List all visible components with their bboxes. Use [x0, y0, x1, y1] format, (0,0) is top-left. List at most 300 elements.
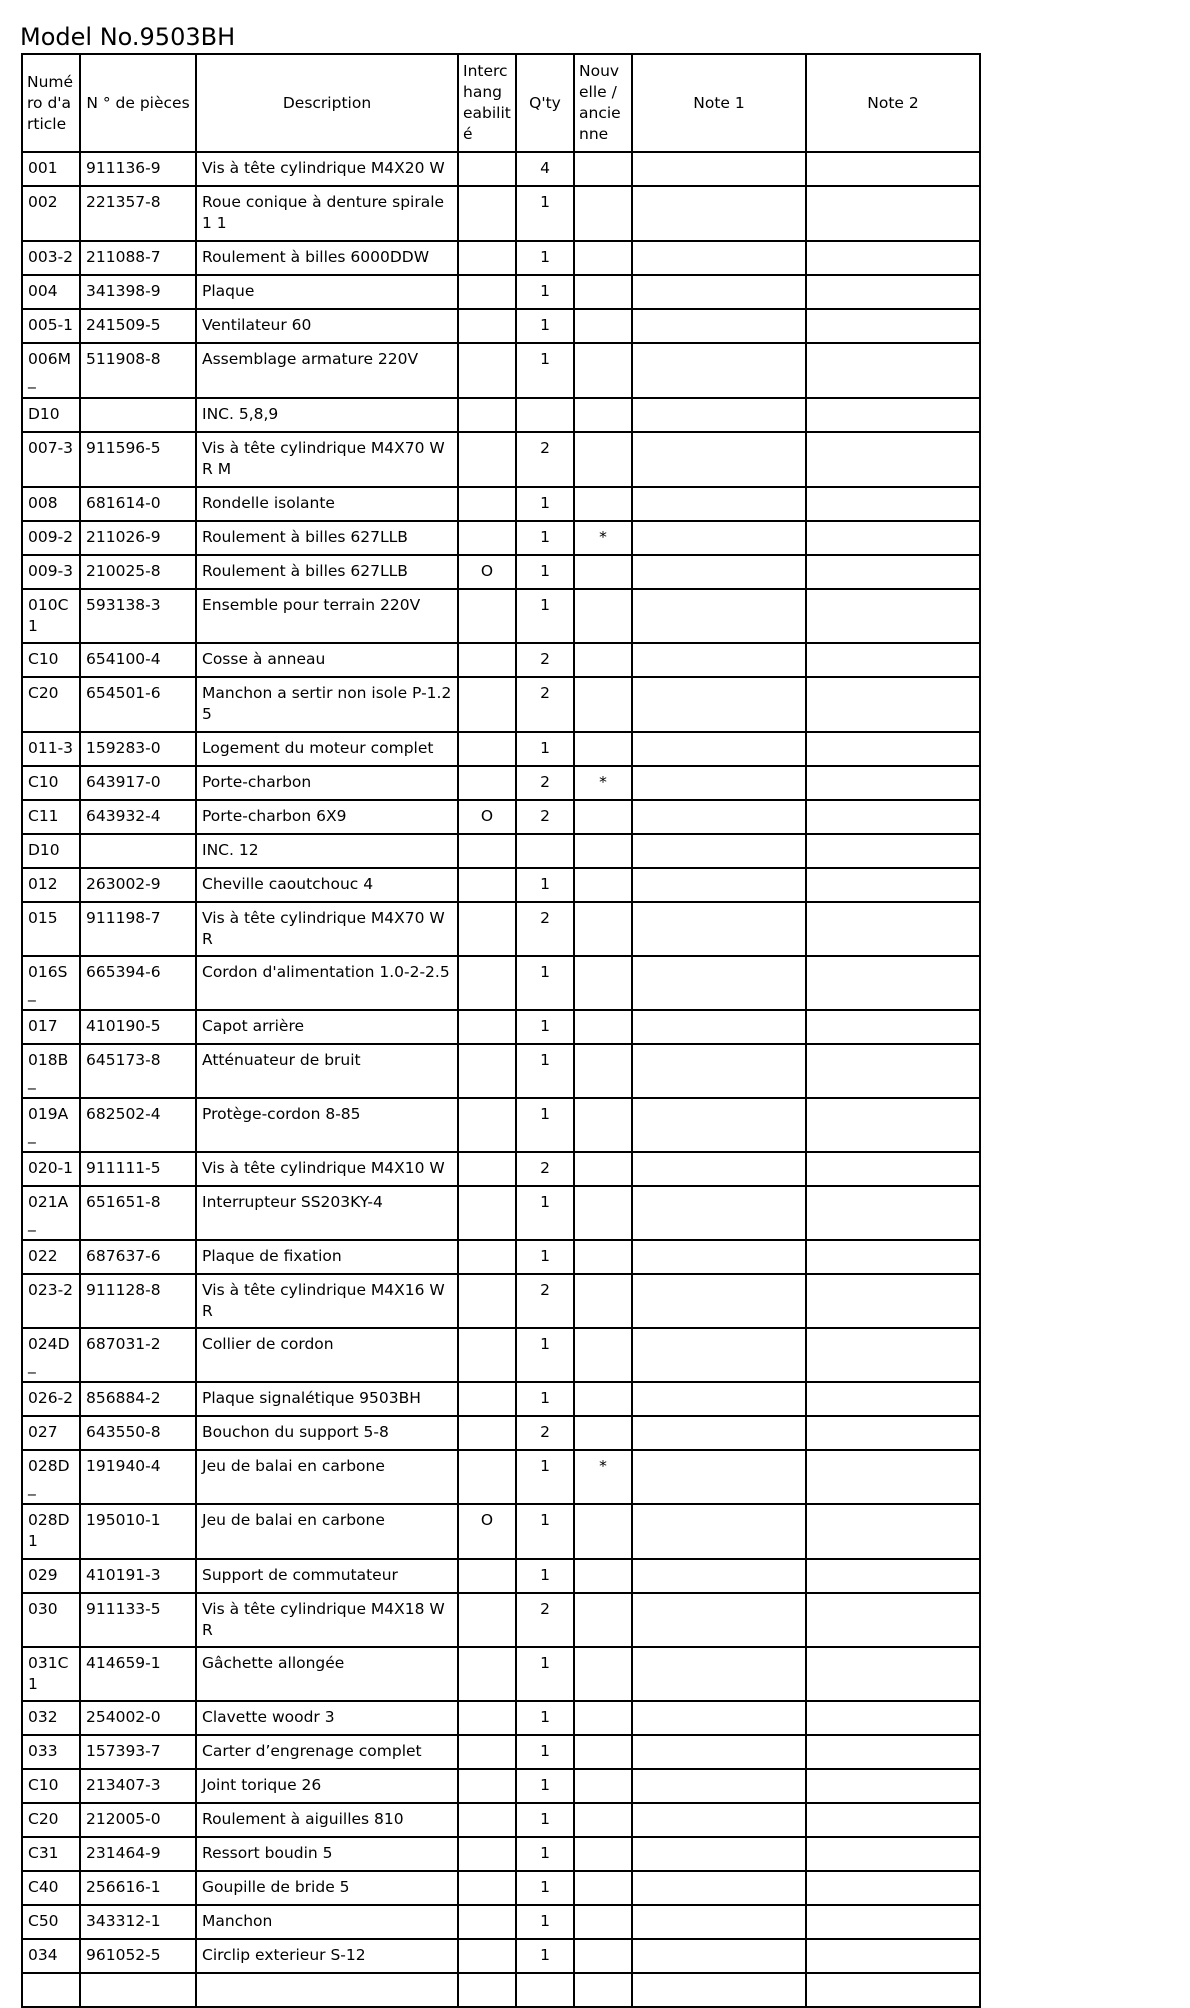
cell-note-1 [632, 643, 806, 677]
cell-item-number: 018B_ [22, 1044, 80, 1098]
cell-quantity: 2 [516, 766, 574, 800]
cell-item-number: 005-1 [22, 309, 80, 343]
cell-quantity [516, 398, 574, 432]
cell-note-1 [632, 868, 806, 902]
cell-item-number: 030 [22, 1593, 80, 1647]
table-row [22, 1973, 980, 2007]
cell-item-number: C31 [22, 1837, 80, 1871]
cell-part-number: 195010-1 [80, 1504, 196, 1559]
cell-item-number: C20 [22, 1803, 80, 1837]
cell-interchangeability [458, 1240, 516, 1274]
cell-description: Vis à tête cylindrique M4X18 WR [196, 1593, 458, 1647]
cell-description: Joint torique 26 [196, 1769, 458, 1803]
table-row [22, 766, 980, 800]
table-row [22, 1382, 980, 1416]
table-row [22, 521, 980, 555]
cell-description: Manchon [196, 1905, 458, 1939]
cell-new-old [574, 152, 632, 186]
cell-quantity: 1 [516, 1559, 574, 1593]
cell-part-number: 410190-5 [80, 1010, 196, 1044]
cell-interchangeability: O [458, 555, 516, 589]
cell-part-number: 681614-0 [80, 487, 196, 521]
cell-note-2 [806, 1837, 980, 1871]
cell-quantity: 1 [516, 1803, 574, 1837]
cell-item-number: C50 [22, 1905, 80, 1939]
cell-quantity: 1 [516, 487, 574, 521]
table-row [22, 956, 980, 1010]
cell-note-1 [632, 1905, 806, 1939]
header-note-1: Note 1 [632, 54, 806, 152]
cell-new-old [574, 1504, 632, 1559]
cell-quantity: 1 [516, 241, 574, 275]
cell-description: Cheville caoutchouc 4 [196, 868, 458, 902]
cell-note-1 [632, 343, 806, 398]
cell-item-number: 008 [22, 487, 80, 521]
cell-interchangeability [458, 902, 516, 956]
cell-note-1 [632, 1803, 806, 1837]
cell-description: Atténuateur de bruit [196, 1044, 458, 1098]
cell-note-1 [632, 398, 806, 432]
cell-quantity: 1 [516, 1044, 574, 1098]
cell-note-2 [806, 868, 980, 902]
cell-note-1 [632, 1504, 806, 1559]
cell-note-2 [806, 1504, 980, 1559]
cell-part-number: 213407-3 [80, 1769, 196, 1803]
cell-note-2 [806, 956, 980, 1010]
cell-new-old [574, 800, 632, 834]
cell-part-number: 410191-3 [80, 1559, 196, 1593]
cell-note-1 [632, 432, 806, 487]
cell-new-old [574, 956, 632, 1010]
cell-note-2 [806, 1240, 980, 1274]
cell-part-number: 341398-9 [80, 275, 196, 309]
cell-note-1 [632, 1701, 806, 1735]
table-row [22, 1450, 980, 1504]
cell-interchangeability [458, 1647, 516, 1701]
cell-note-1 [632, 1098, 806, 1152]
cell-interchangeability [458, 1010, 516, 1044]
cell-interchangeability [458, 1769, 516, 1803]
table-row [22, 1010, 980, 1044]
cell-new-old [574, 1593, 632, 1647]
cell-note-1 [632, 1010, 806, 1044]
cell-part-number: 241509-5 [80, 309, 196, 343]
cell-interchangeability [458, 643, 516, 677]
cell-description: Roulement à billes 627LLB [196, 521, 458, 555]
cell-quantity: 1 [516, 1701, 574, 1735]
cell-interchangeability [458, 186, 516, 241]
cell-quantity: 1 [516, 589, 574, 643]
cell-quantity: 2 [516, 1593, 574, 1647]
cell-interchangeability [458, 1098, 516, 1152]
cell-new-old [574, 275, 632, 309]
cell-item-number: 031C1 [22, 1647, 80, 1701]
cell-part-number: 643932-4 [80, 800, 196, 834]
cell-quantity: 1 [516, 1939, 574, 1973]
cell-note-2 [806, 1701, 980, 1735]
cell-part-number: 157393-7 [80, 1735, 196, 1769]
cell-new-old [574, 677, 632, 732]
cell-quantity [516, 1973, 574, 2007]
cell-new-old [574, 241, 632, 275]
cell-part-number: 645173-8 [80, 1044, 196, 1098]
cell-new-old [574, 309, 632, 343]
cell-note-2 [806, 521, 980, 555]
cell-description: Carter d’engrenage complet [196, 1735, 458, 1769]
cell-item-number: 033 [22, 1735, 80, 1769]
cell-interchangeability [458, 1186, 516, 1240]
cell-part-number [80, 1973, 196, 2007]
table-row [22, 732, 980, 766]
table-row [22, 1803, 980, 1837]
cell-new-old [574, 398, 632, 432]
cell-note-1 [632, 956, 806, 1010]
cell-description: Vis à tête cylindrique M4X20 W [196, 152, 458, 186]
table-row [22, 1593, 980, 1647]
cell-description: Roulement à billes 627LLB [196, 555, 458, 589]
table-row [22, 241, 980, 275]
cell-description: Manchon a sertir non isole P-1.2 5 [196, 677, 458, 732]
cell-interchangeability [458, 1593, 516, 1647]
cell-note-1 [632, 1382, 806, 1416]
cell-new-old [574, 732, 632, 766]
cell-quantity: 1 [516, 1186, 574, 1240]
cell-interchangeability [458, 1939, 516, 1973]
cell-part-number: 643550-8 [80, 1416, 196, 1450]
cell-interchangeability [458, 1416, 516, 1450]
cell-note-1 [632, 1735, 806, 1769]
table-row [22, 186, 980, 241]
cell-note-2 [806, 1382, 980, 1416]
cell-item-number: 012 [22, 868, 80, 902]
cell-part-number: 191940-4 [80, 1450, 196, 1504]
cell-note-2 [806, 1973, 980, 2007]
cell-part-number: 414659-1 [80, 1647, 196, 1701]
table-row [22, 868, 980, 902]
cell-part-number: 961052-5 [80, 1939, 196, 1973]
cell-description: Bouchon du support 5-8 [196, 1416, 458, 1450]
cell-quantity: 1 [516, 1450, 574, 1504]
cell-new-old [574, 589, 632, 643]
cell-interchangeability [458, 1803, 516, 1837]
cell-description: Gâchette allongée [196, 1647, 458, 1701]
cell-note-1 [632, 1152, 806, 1186]
cell-item-number: 015 [22, 902, 80, 956]
cell-note-1 [632, 1274, 806, 1328]
cell-quantity: 1 [516, 1240, 574, 1274]
cell-interchangeability [458, 1871, 516, 1905]
cell-note-2 [806, 1803, 980, 1837]
table-row [22, 432, 980, 487]
cell-interchangeability [458, 1735, 516, 1769]
table-row [22, 398, 980, 432]
cell-note-2 [806, 432, 980, 487]
cell-new-old [574, 432, 632, 487]
cell-note-1 [632, 309, 806, 343]
cell-new-old [574, 343, 632, 398]
header-new-old: Nouv elle / ancie nne [574, 54, 632, 152]
cell-note-1 [632, 902, 806, 956]
cell-note-1 [632, 1939, 806, 1973]
table-row [22, 1098, 980, 1152]
cell-description: Assemblage armature 220V [196, 343, 458, 398]
cell-item-number: 019A_ [22, 1098, 80, 1152]
cell-description: Interrupteur SS203KY-4 [196, 1186, 458, 1240]
cell-quantity: 1 [516, 1837, 574, 1871]
cell-interchangeability [458, 1152, 516, 1186]
cell-item-number: 010C1 [22, 589, 80, 643]
cell-part-number: 231464-9 [80, 1837, 196, 1871]
cell-quantity: 1 [516, 186, 574, 241]
cell-new-old [574, 1769, 632, 1803]
cell-note-2 [806, 343, 980, 398]
cell-description: Capot arrière [196, 1010, 458, 1044]
cell-quantity: 2 [516, 643, 574, 677]
table-row [22, 309, 980, 343]
cell-note-1 [632, 1416, 806, 1450]
cell-interchangeability [458, 432, 516, 487]
table-row [22, 1559, 980, 1593]
cell-interchangeability [458, 589, 516, 643]
cell-interchangeability [458, 487, 516, 521]
cell-quantity: 1 [516, 1769, 574, 1803]
cell-new-old: * [574, 521, 632, 555]
cell-part-number: 210025-8 [80, 555, 196, 589]
cell-quantity [516, 834, 574, 868]
cell-item-number: 004 [22, 275, 80, 309]
cell-interchangeability [458, 398, 516, 432]
cell-note-2 [806, 1559, 980, 1593]
cell-quantity: 1 [516, 1647, 574, 1701]
cell-item-number: 028D_ [22, 1450, 80, 1504]
cell-part-number: 256616-1 [80, 1871, 196, 1905]
cell-item-number: 009-2 [22, 521, 80, 555]
cell-note-1 [632, 275, 806, 309]
table-row [22, 834, 980, 868]
table-row [22, 643, 980, 677]
cell-note-1 [632, 1328, 806, 1382]
cell-part-number: 911136-9 [80, 152, 196, 186]
cell-quantity: 1 [516, 555, 574, 589]
cell-interchangeability: O [458, 1504, 516, 1559]
table-row [22, 1416, 980, 1450]
cell-item-number: 002 [22, 186, 80, 241]
cell-new-old [574, 555, 632, 589]
cell-note-2 [806, 1152, 980, 1186]
cell-quantity: 1 [516, 868, 574, 902]
cell-new-old [574, 1010, 632, 1044]
cell-item-number: 016S_ [22, 956, 80, 1010]
cell-description: Rondelle isolante [196, 487, 458, 521]
cell-item-number: 034 [22, 1939, 80, 1973]
cell-quantity: 2 [516, 902, 574, 956]
cell-item-number: 011-3 [22, 732, 80, 766]
cell-new-old [574, 1647, 632, 1701]
cell-part-number: 911198-7 [80, 902, 196, 956]
cell-quantity: 2 [516, 1274, 574, 1328]
cell-quantity: 4 [516, 152, 574, 186]
table-row [22, 1186, 980, 1240]
cell-interchangeability: O [458, 800, 516, 834]
table-row [22, 1735, 980, 1769]
table-row [22, 1701, 980, 1735]
cell-new-old [574, 1152, 632, 1186]
table-row [22, 1044, 980, 1098]
cell-part-number [80, 398, 196, 432]
cell-quantity: 1 [516, 1735, 574, 1769]
cell-note-1 [632, 766, 806, 800]
cell-interchangeability [458, 521, 516, 555]
cell-note-2 [806, 834, 980, 868]
cell-interchangeability [458, 343, 516, 398]
cell-interchangeability [458, 241, 516, 275]
cell-new-old [574, 1735, 632, 1769]
cell-description: Jeu de balai en carbone [196, 1450, 458, 1504]
cell-new-old: * [574, 766, 632, 800]
cell-note-1 [632, 555, 806, 589]
cell-new-old [574, 1044, 632, 1098]
cell-note-1 [632, 1593, 806, 1647]
cell-new-old [574, 1382, 632, 1416]
cell-note-1 [632, 1044, 806, 1098]
cell-quantity: 1 [516, 1328, 574, 1382]
cell-note-1 [632, 241, 806, 275]
table-row [22, 555, 980, 589]
cell-quantity: 2 [516, 1416, 574, 1450]
cell-interchangeability [458, 309, 516, 343]
cell-description: Circlip exterieur S-12 [196, 1939, 458, 1973]
cell-description: Plaque de fixation [196, 1240, 458, 1274]
cell-item-number: 024D_ [22, 1328, 80, 1382]
cell-interchangeability [458, 1328, 516, 1382]
cell-note-2 [806, 589, 980, 643]
cell-note-1 [632, 677, 806, 732]
cell-item-number: C40 [22, 1871, 80, 1905]
cell-item-number: 023-2 [22, 1274, 80, 1328]
cell-new-old [574, 868, 632, 902]
cell-note-2 [806, 902, 980, 956]
cell-note-1 [632, 487, 806, 521]
cell-new-old [574, 1559, 632, 1593]
cell-note-2 [806, 1647, 980, 1701]
header-description: Description [196, 54, 458, 152]
cell-new-old [574, 1871, 632, 1905]
cell-description: Ensemble pour terrain 220V [196, 589, 458, 643]
cell-description: Vis à tête cylindrique M4X16 WR [196, 1274, 458, 1328]
cell-quantity: 1 [516, 343, 574, 398]
cell-interchangeability [458, 868, 516, 902]
cell-description: Cordon d'alimentation 1.0-2-2.5 [196, 956, 458, 1010]
cell-part-number: 682502-4 [80, 1098, 196, 1152]
table-row [22, 487, 980, 521]
cell-interchangeability [458, 956, 516, 1010]
cell-interchangeability [458, 834, 516, 868]
cell-note-2 [806, 1274, 980, 1328]
cell-part-number: 651651-8 [80, 1186, 196, 1240]
cell-item-number: D10 [22, 834, 80, 868]
cell-description: Cosse à anneau [196, 643, 458, 677]
table-row [22, 1274, 980, 1328]
cell-description: Jeu de balai en carbone [196, 1504, 458, 1559]
cell-new-old [574, 186, 632, 241]
table-row [22, 589, 980, 643]
cell-note-2 [806, 309, 980, 343]
cell-description: Vis à tête cylindrique M4X10 W [196, 1152, 458, 1186]
cell-note-1 [632, 152, 806, 186]
cell-note-1 [632, 1450, 806, 1504]
cell-new-old [574, 1905, 632, 1939]
cell-new-old [574, 1240, 632, 1274]
header-quantity: Q'ty [516, 54, 574, 152]
cell-note-1 [632, 1973, 806, 2007]
cell-interchangeability [458, 1559, 516, 1593]
cell-description: Ventilateur 60 [196, 309, 458, 343]
cell-interchangeability [458, 1837, 516, 1871]
cell-new-old [574, 1186, 632, 1240]
cell-note-1 [632, 1186, 806, 1240]
cell-interchangeability [458, 1450, 516, 1504]
cell-note-2 [806, 1010, 980, 1044]
cell-note-1 [632, 589, 806, 643]
cell-item-number: 021A_ [22, 1186, 80, 1240]
cell-part-number: 856884-2 [80, 1382, 196, 1416]
cell-note-1 [632, 1559, 806, 1593]
table-row [22, 677, 980, 732]
cell-note-2 [806, 275, 980, 309]
cell-quantity: 2 [516, 800, 574, 834]
cell-interchangeability [458, 152, 516, 186]
cell-item-number [22, 1973, 80, 2007]
cell-new-old [574, 834, 632, 868]
table-row [22, 1504, 980, 1559]
cell-item-number: 006M _ [22, 343, 80, 398]
cell-item-number: 022 [22, 1240, 80, 1274]
cell-note-1 [632, 1871, 806, 1905]
cell-item-number: 009-3 [22, 555, 80, 589]
cell-description: INC. 5,8,9 [196, 398, 458, 432]
cell-part-number: 254002-0 [80, 1701, 196, 1735]
cell-description: Protège-cordon 8-85 [196, 1098, 458, 1152]
cell-note-2 [806, 398, 980, 432]
header-note-2: Note 2 [806, 54, 980, 152]
cell-item-number: C11 [22, 800, 80, 834]
cell-part-number: 643917-0 [80, 766, 196, 800]
cell-part-number [80, 834, 196, 868]
cell-note-2 [806, 487, 980, 521]
cell-quantity: 1 [516, 275, 574, 309]
table-header-row [22, 54, 980, 152]
cell-note-2 [806, 1416, 980, 1450]
cell-quantity: 1 [516, 521, 574, 555]
cell-quantity: 1 [516, 1098, 574, 1152]
cell-part-number: 211026-9 [80, 521, 196, 555]
cell-part-number: 211088-7 [80, 241, 196, 275]
cell-note-2 [806, 1593, 980, 1647]
cell-item-number: 001 [22, 152, 80, 186]
cell-description: Porte-charbon 6X9 [196, 800, 458, 834]
cell-item-number: 017 [22, 1010, 80, 1044]
cell-note-2 [806, 1735, 980, 1769]
cell-quantity: 1 [516, 1504, 574, 1559]
cell-interchangeability [458, 275, 516, 309]
cell-part-number: 343312-1 [80, 1905, 196, 1939]
cell-part-number: 221357-8 [80, 186, 196, 241]
cell-part-number: 687637-6 [80, 1240, 196, 1274]
cell-new-old [574, 487, 632, 521]
header-interchangeability: Interc hang eabilit é [458, 54, 516, 152]
cell-new-old [574, 1837, 632, 1871]
cell-item-number: 020-1 [22, 1152, 80, 1186]
